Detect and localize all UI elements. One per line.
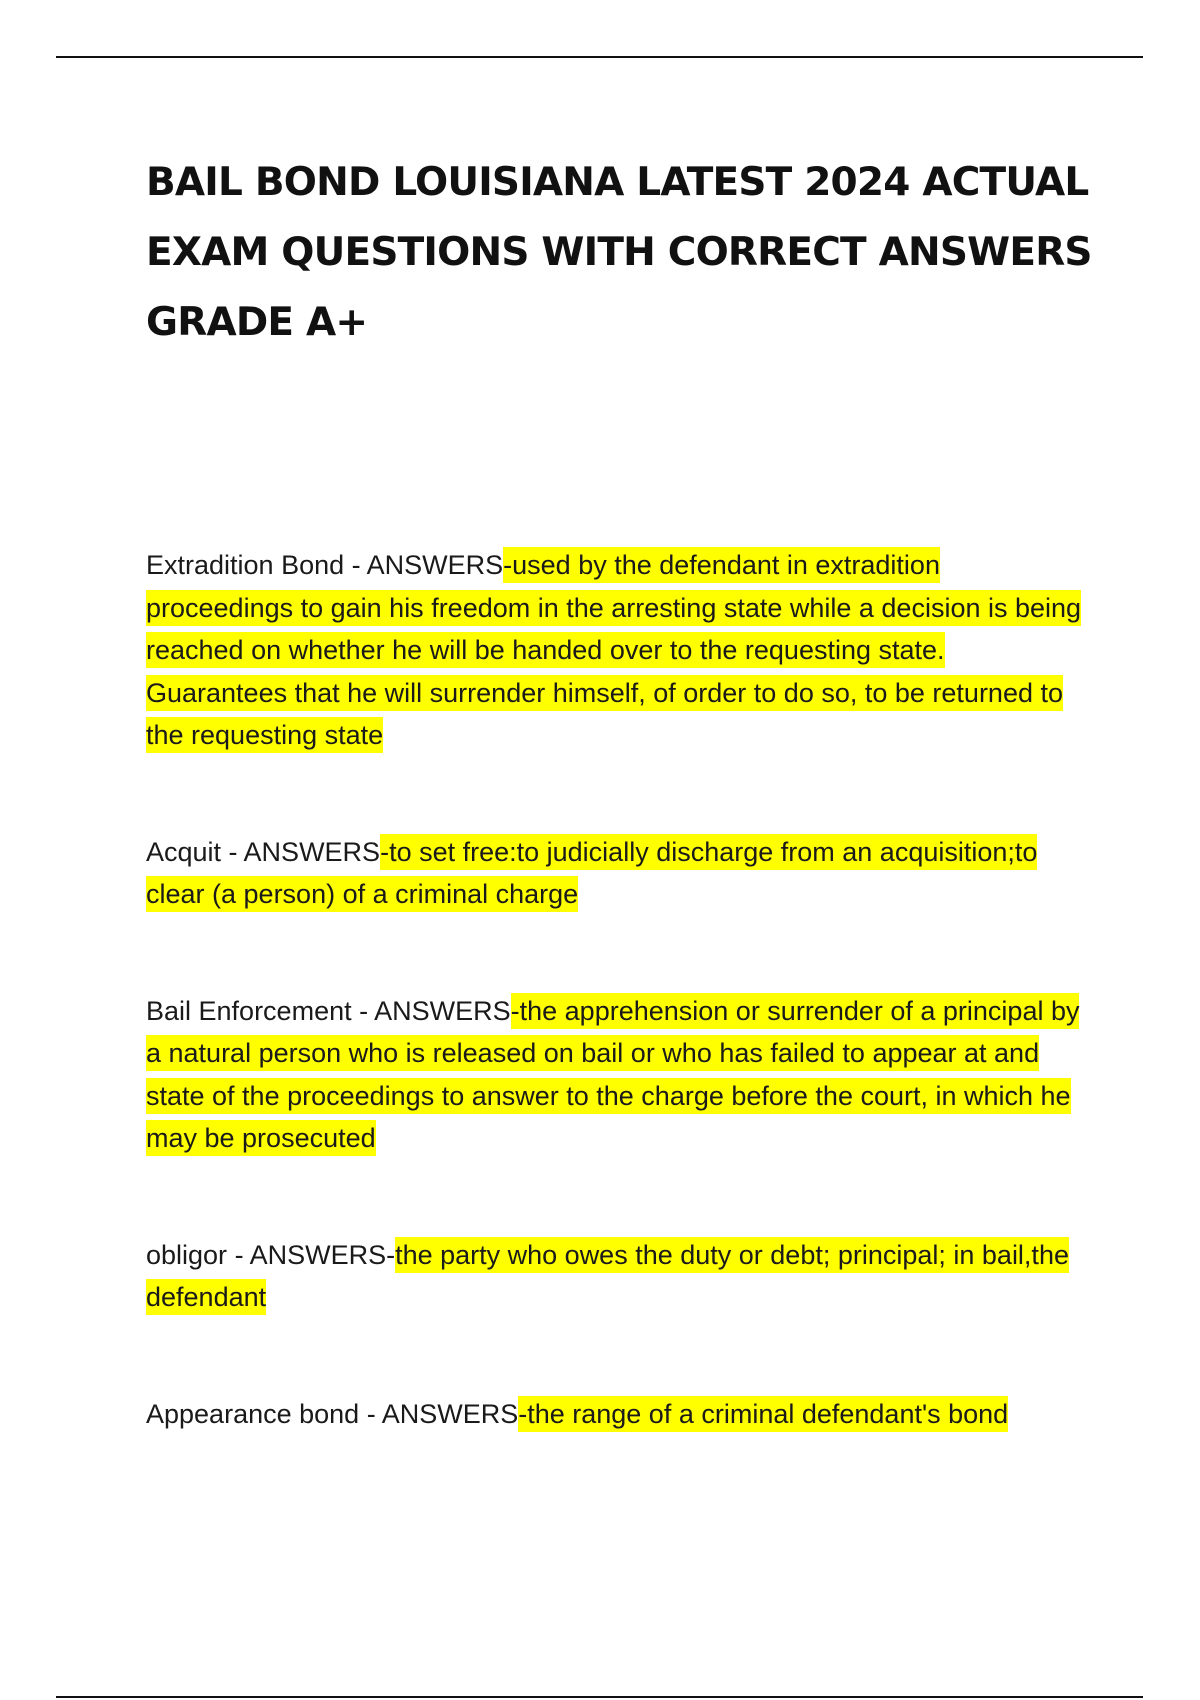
flashcard-entry: [146, 544, 1086, 757]
entry-term: obligor: [146, 1239, 228, 1270]
document-title: BAIL BOND LOUISIANA LATEST 2024 ACTUAL EXAM QUESTIONS WITH CORRECT ANSWERS GRADE A+: [146, 160, 1092, 345]
entry-answers-label: - ANSWERS: [351, 995, 511, 1026]
entry-term: Appearance bond: [146, 1398, 360, 1429]
entry-answer-highlight: -used by the defendant in extradition proceedings to gain his freedom in the arresting state while a decision is being reached on whether he will be handed over to the requesting state. Guarantees that he will surrender himself, of order to do so, to be returned to the requesting state: [146, 547, 1081, 753]
flashcard-entry: [146, 831, 1086, 916]
entry-answer-highlight: -to set free:to judicially discharge from an acquisition;to clear (a person) of a criminal charge: [146, 834, 1037, 913]
entry-answer-highlight: -the range of a criminal defendant's bond: [518, 1396, 1008, 1432]
flashcard-entry: [146, 1393, 1086, 1436]
entry-answer-highlight: -the apprehension or surrender of a principal by a natural person who is released on bail or who has failed to appear at and state of the proceedings to answer to the charge before the court, in which he may be prosecuted: [146, 993, 1079, 1157]
entry-answers-label: - ANSWERS: [344, 550, 504, 580]
bottom-rule: [56, 1696, 1143, 1698]
top-rule: [56, 56, 1143, 58]
entry-term: Acquit: [146, 836, 222, 867]
entry-term: Extradition Bond: [146, 550, 345, 580]
entry-answer-highlight: the party who owes the duty or debt; principal; in bail,the defendant: [146, 1237, 1069, 1316]
entry-answers-label: - ANSWERS-: [227, 1239, 396, 1270]
entry-term: Bail Enforcement: [146, 995, 352, 1026]
entry-answers-label: - ANSWERS: [221, 836, 381, 867]
flashcard-entry: [146, 1234, 1086, 1319]
flashcard-entry: [146, 990, 1086, 1160]
entry-answers-label: - ANSWERS: [359, 1398, 519, 1429]
flashcard-list: [146, 544, 1086, 1509]
